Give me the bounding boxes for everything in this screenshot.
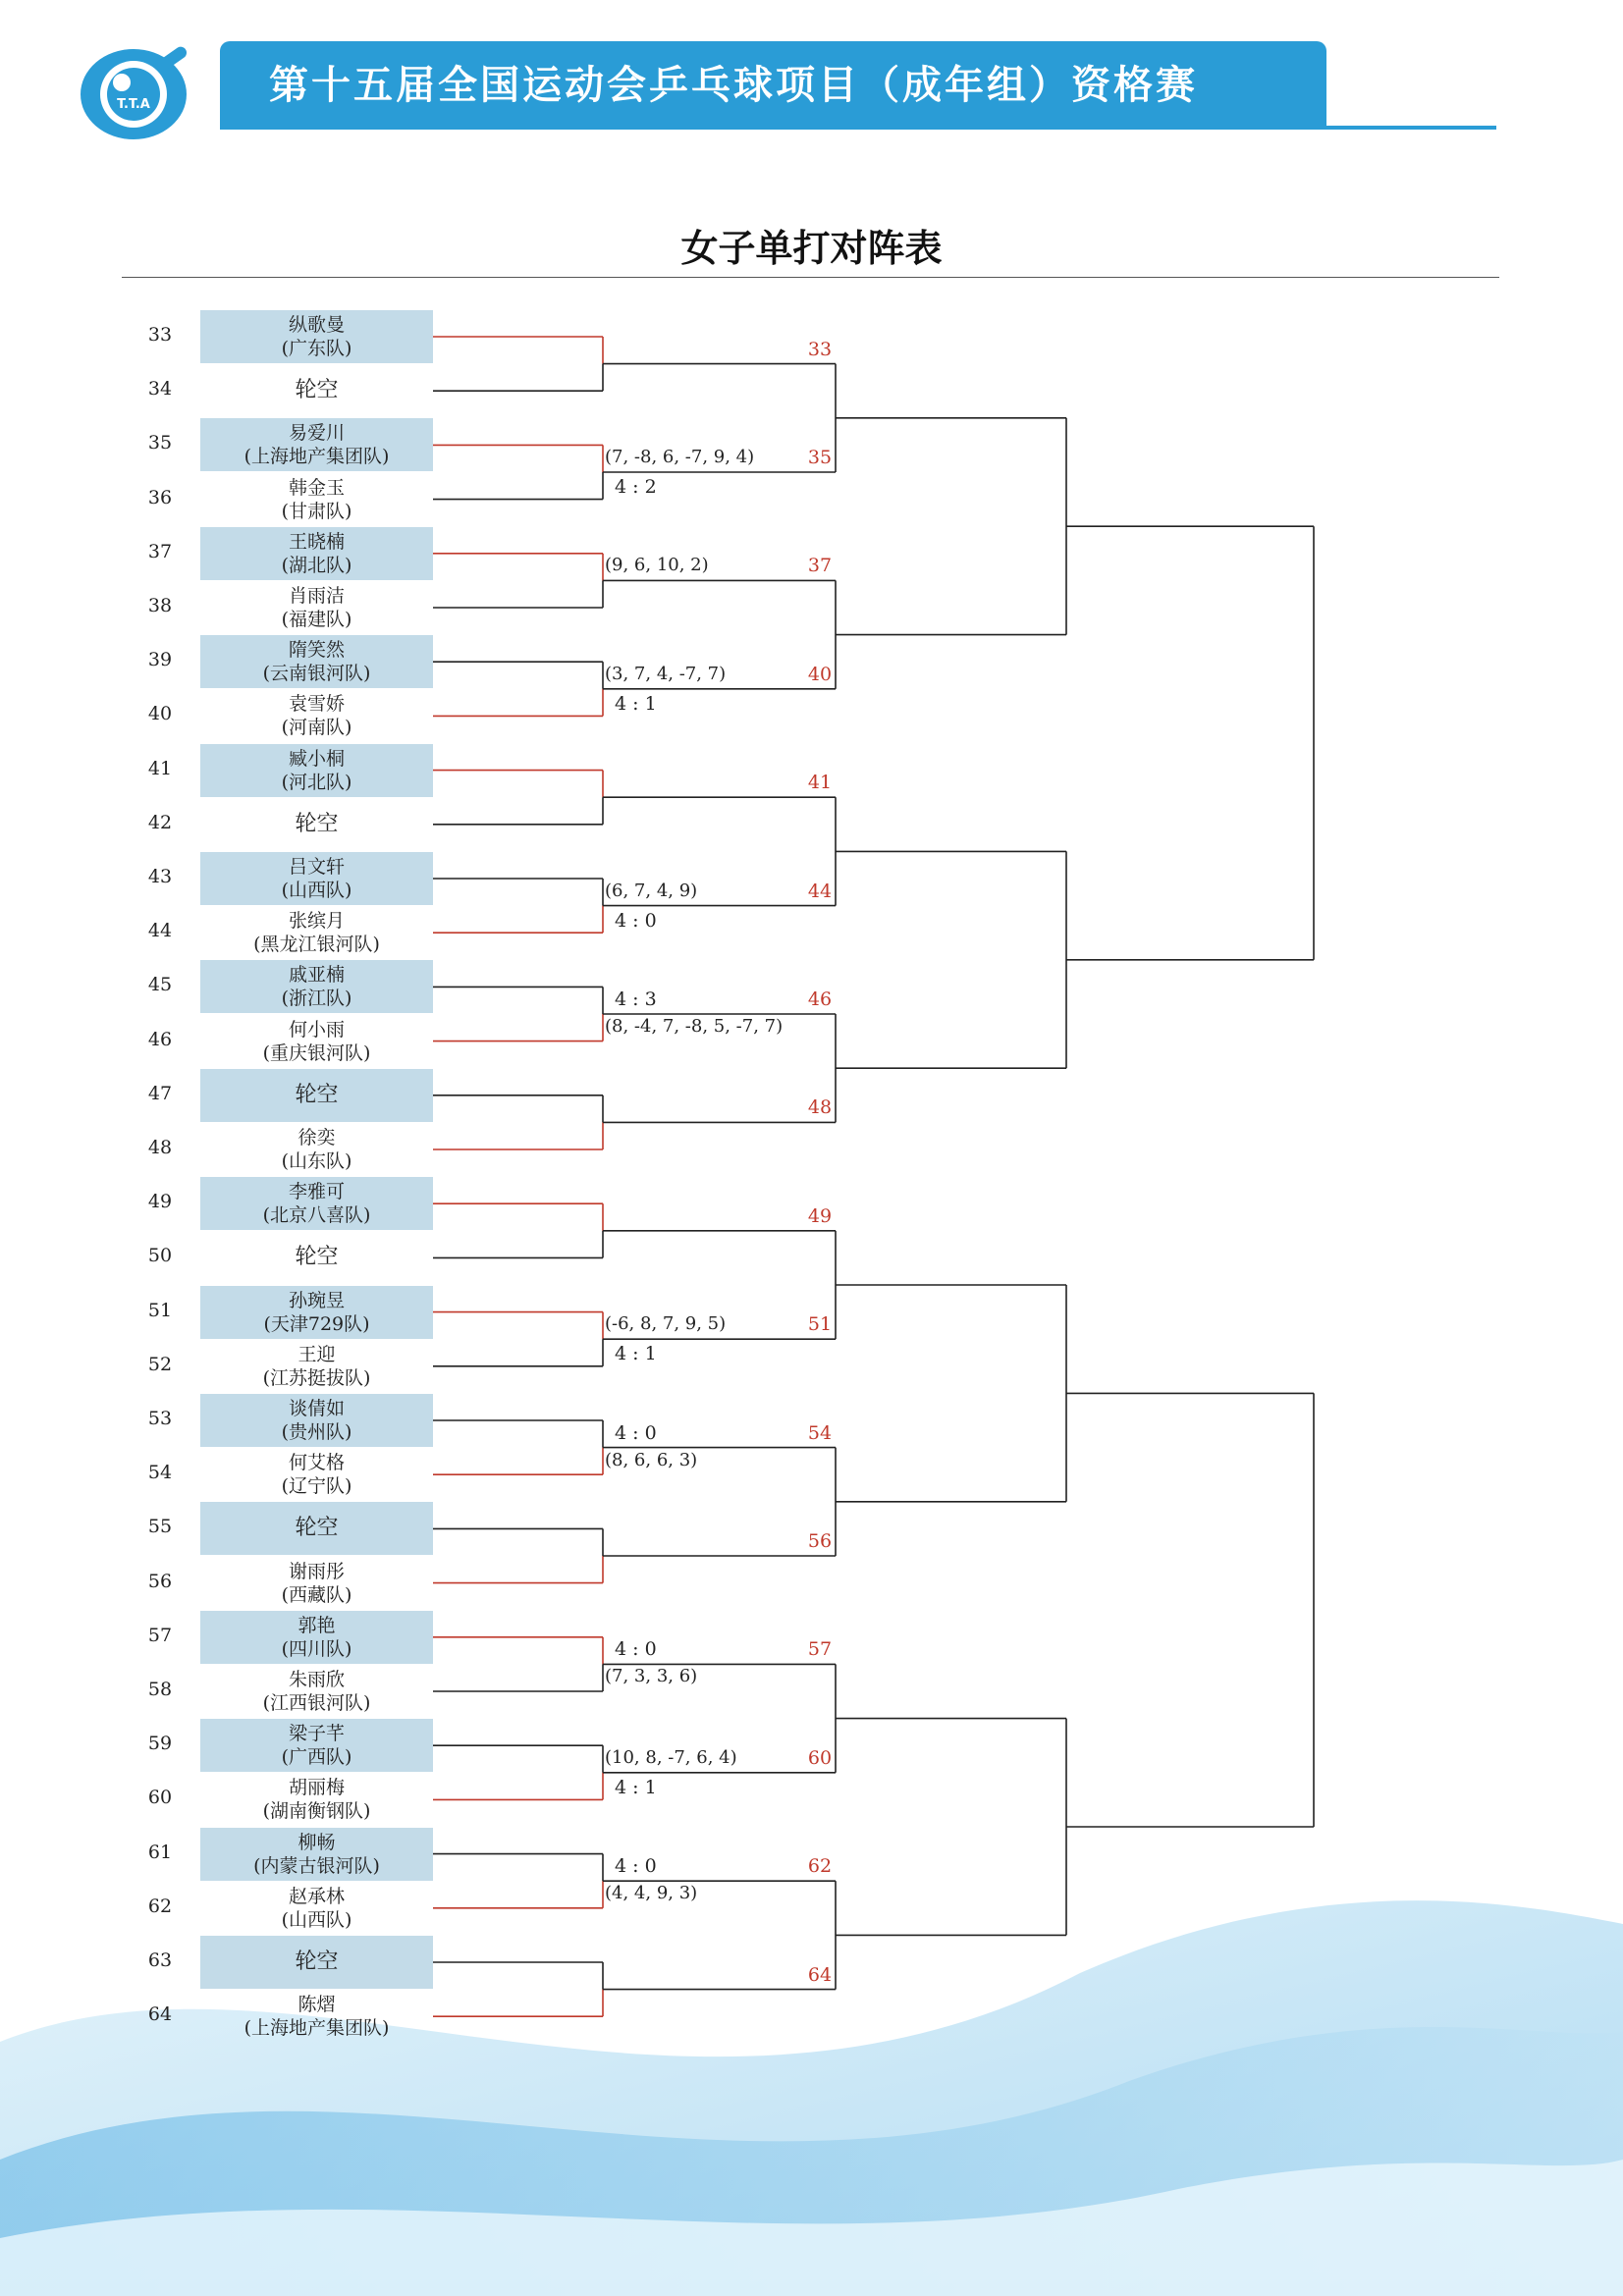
player-name: 王迎 [298, 1343, 336, 1365]
winner-seed-label: 64 [807, 1963, 833, 1986]
player-entry [200, 1015, 433, 1068]
player-name: 谈倩如 [288, 1398, 345, 1419]
player-name: 徐奕 [298, 1127, 336, 1148]
player-name: 梁子芊 [288, 1723, 345, 1745]
player-team: (重庆银河队) [262, 1041, 371, 1064]
player-name: 郭艳 [298, 1614, 336, 1636]
winner-seed-label: 54 [807, 1421, 833, 1444]
player-entry [200, 1448, 433, 1501]
seed-number: 60 [147, 1787, 173, 1809]
seed-number: 63 [147, 1949, 173, 1971]
player-entry [200, 1502, 433, 1555]
game-scores: (7, -8, 6, -7, 9, 4) [605, 447, 755, 467]
player-team: (河北队) [281, 771, 352, 793]
player-entry [200, 1394, 433, 1447]
player-entry [200, 1340, 433, 1393]
player-name: 戚亚楠 [288, 964, 345, 987]
seed-number: 42 [147, 811, 173, 833]
player-team: (江苏挺拔队) [262, 1366, 371, 1389]
player-name: 柳畅 [298, 1831, 336, 1853]
seed-number: 55 [147, 1516, 173, 1538]
seed-number: 38 [147, 595, 173, 616]
seed-number: 59 [147, 1733, 173, 1755]
seed-number: 34 [147, 378, 173, 400]
winner-seed-label: 35 [807, 447, 833, 468]
seed-number: 53 [147, 1408, 173, 1429]
player-team: (辽宁队) [281, 1475, 352, 1498]
winner-seed-label: 41 [807, 772, 833, 794]
player-name: 何艾格 [288, 1452, 345, 1474]
player-team: (四川队) [281, 1637, 352, 1660]
player-team: (黑龙江银河队) [253, 934, 380, 956]
player-name: 何小雨 [288, 1018, 345, 1041]
player-entry [200, 689, 433, 742]
player-entry [200, 744, 433, 797]
seed-number: 37 [147, 540, 173, 562]
player-name: 陈熠 [298, 1994, 336, 2016]
player-entry [200, 798, 433, 851]
match-score: 4 : 0 [615, 1421, 657, 1444]
match-score: 4 : 1 [615, 1343, 657, 1365]
seed-number: 48 [147, 1137, 173, 1158]
seed-number: 33 [147, 324, 173, 346]
game-scores: (6, 7, 4, 9) [605, 880, 698, 901]
player-team: (湖北队) [281, 554, 352, 576]
player-entry [200, 1231, 433, 1284]
player-entry [200, 1665, 433, 1718]
player-entry [200, 906, 433, 959]
player-entry [200, 1990, 433, 2043]
player-name: 轮空 [295, 811, 339, 836]
seed-number: 47 [147, 1082, 173, 1104]
player-name: 轮空 [295, 1516, 339, 1541]
seed-number: 45 [147, 974, 173, 996]
player-team: (上海地产集团队) [243, 446, 390, 468]
player-team: (浙江队) [281, 988, 352, 1010]
player-team: (内蒙古银河队) [253, 1854, 380, 1877]
player-name: 轮空 [295, 378, 339, 403]
player-entry [200, 418, 433, 471]
game-scores: (8, -4, 7, -8, 5, -7, 7) [605, 1016, 784, 1037]
player-entry [200, 635, 433, 688]
winner-seed-label: 60 [807, 1746, 833, 1769]
player-entry [200, 1557, 433, 1610]
player-entry [200, 473, 433, 526]
player-name: 朱雨欣 [288, 1669, 345, 1690]
player-team: (山西队) [281, 880, 352, 901]
player-team: (江西银河队) [262, 1692, 371, 1714]
seed-number: 64 [147, 2003, 173, 2026]
player-name: 轮空 [295, 1245, 339, 1270]
player-team: (甘肃队) [281, 500, 352, 522]
player-team: (山西队) [281, 1908, 352, 1931]
player-name: 肖雨洁 [288, 585, 345, 607]
game-scores: (8, 6, 6, 3) [605, 1449, 698, 1470]
player-entry [200, 1882, 433, 1935]
winner-seed-label: 49 [807, 1204, 833, 1227]
seed-number: 40 [147, 703, 173, 725]
player-entry [200, 1177, 433, 1230]
player-entry [200, 1069, 433, 1122]
player-name: 纵歌曼 [288, 314, 345, 336]
player-name: 臧小桐 [288, 747, 345, 770]
player-team: (北京八喜队) [262, 1204, 371, 1227]
seed-number: 52 [147, 1353, 173, 1375]
match-score: 4 : 0 [615, 1638, 657, 1661]
winner-seed-label: 62 [807, 1855, 833, 1878]
winner-seed-label: 57 [807, 1638, 833, 1661]
game-scores: (9, 6, 10, 2) [605, 555, 709, 576]
player-name: 胡丽梅 [288, 1777, 345, 1799]
player-entry [200, 527, 433, 580]
player-team: (西藏队) [281, 1583, 352, 1606]
match-score: 4 : 2 [615, 476, 657, 498]
player-team: (广东队) [281, 338, 352, 359]
player-name: 轮空 [295, 1949, 339, 1974]
seed-number: 41 [147, 757, 173, 779]
seed-number: 62 [147, 1895, 173, 1917]
player-name: 王晓楠 [288, 530, 345, 553]
match-score: 4 : 1 [615, 692, 657, 715]
seed-number: 35 [147, 432, 173, 454]
player-entry [200, 1773, 433, 1826]
player-name: 吕文轩 [288, 856, 345, 878]
player-team: (贵州队) [281, 1421, 352, 1443]
seed-number: 51 [147, 1299, 173, 1321]
player-entry [200, 364, 433, 417]
seed-number: 50 [147, 1245, 173, 1267]
game-scores: (-6, 8, 7, 9, 5) [605, 1313, 727, 1335]
player-name: 李雅可 [288, 1181, 345, 1203]
player-entry [200, 1719, 433, 1772]
seed-number: 56 [147, 1570, 173, 1592]
match-score: 4 : 0 [615, 1855, 657, 1878]
winner-seed-label: 56 [807, 1530, 833, 1552]
player-entry [200, 581, 433, 634]
game-scores: (4, 4, 9, 3) [605, 1883, 698, 1904]
game-scores: (3, 7, 4, -7, 7) [605, 663, 727, 684]
player-entry [200, 1123, 433, 1176]
seed-number: 44 [147, 920, 173, 942]
match-score: 4 : 0 [615, 909, 657, 932]
seed-number: 49 [147, 1191, 173, 1213]
player-entry [200, 1611, 433, 1664]
player-team: (福建队) [281, 609, 352, 630]
player-entry [200, 1936, 433, 1989]
player-team: (河南队) [281, 717, 352, 739]
player-team: (山东队) [281, 1150, 352, 1172]
player-name: 张缤月 [288, 910, 345, 933]
player-name: 轮空 [295, 1082, 339, 1107]
winner-seed-label: 48 [807, 1096, 833, 1119]
winner-seed-label: 37 [807, 555, 833, 577]
winner-seed-label: 51 [807, 1313, 833, 1336]
seed-number: 58 [147, 1679, 173, 1700]
seed-number: 61 [147, 1841, 173, 1863]
player-name: 易爱川 [288, 422, 345, 445]
seed-number: 54 [147, 1462, 173, 1484]
winner-seed-label: 40 [807, 663, 833, 685]
game-scores: (10, 8, -7, 6, 4) [605, 1746, 737, 1768]
seed-number: 57 [147, 1624, 173, 1646]
player-team: (广西队) [281, 1746, 352, 1769]
winner-seed-label: 33 [807, 338, 833, 360]
game-scores: (7, 3, 3, 6) [605, 1666, 698, 1687]
winner-seed-label: 46 [807, 988, 833, 1010]
player-team: (上海地产集团队) [243, 2017, 390, 2040]
player-entry [200, 852, 433, 905]
player-entry [200, 1828, 433, 1881]
player-entry [200, 960, 433, 1013]
player-name: 赵承林 [288, 1885, 345, 1907]
player-team: (云南银河队) [262, 663, 371, 685]
page-title: 女子单打对阵表 [680, 227, 943, 270]
player-name: 韩金玉 [288, 476, 345, 499]
match-score: 4 : 3 [615, 988, 657, 1010]
svg-text:T.T.A: T.T.A [117, 97, 150, 112]
player-entry [200, 1286, 433, 1339]
seed-number: 46 [147, 1028, 173, 1050]
player-team: (天津729队) [263, 1312, 370, 1335]
winner-seed-label: 44 [807, 880, 833, 902]
seed-number: 39 [147, 649, 173, 671]
seed-number: 43 [147, 866, 173, 887]
player-team: (湖南衡钢队) [262, 1800, 371, 1823]
seed-number: 36 [147, 486, 173, 508]
player-name: 孙琬昱 [288, 1289, 345, 1311]
player-name: 谢雨彤 [288, 1560, 345, 1582]
match-score: 4 : 1 [615, 1776, 657, 1798]
player-name: 袁雪娇 [288, 693, 345, 716]
banner-title: 第十五届全国运动会乒乓球项目（成年组）资格赛 [269, 63, 1198, 108]
player-entry [200, 310, 433, 363]
player-name: 隋笑然 [288, 639, 345, 662]
